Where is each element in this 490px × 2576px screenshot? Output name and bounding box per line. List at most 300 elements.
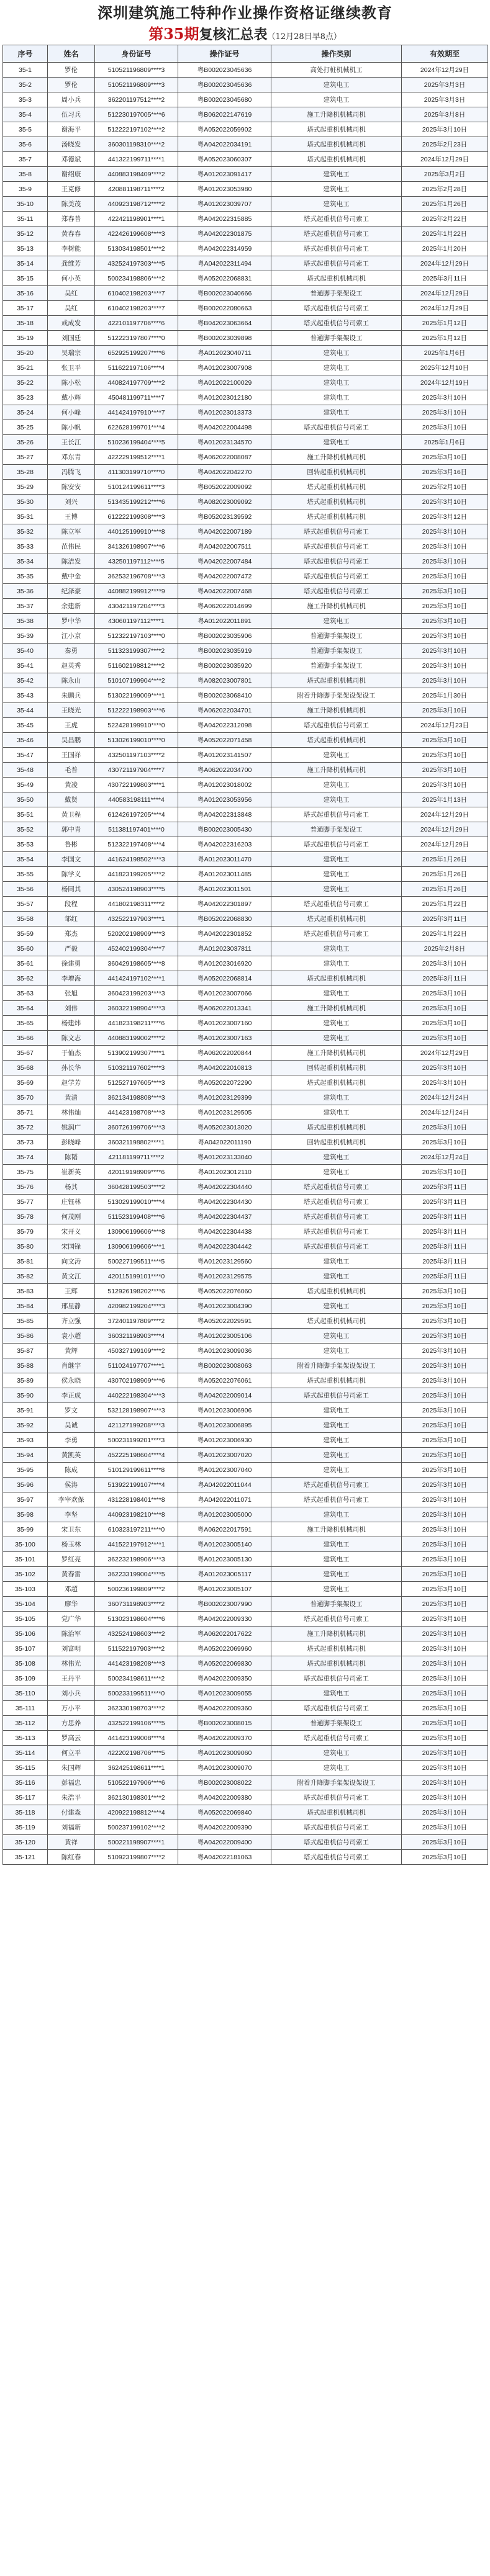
cell-category: 塔式起重机信号司索工 [271, 301, 402, 316]
cell-index: 35-65 [3, 1016, 48, 1031]
cell-category: 建筑电工 [271, 1329, 402, 1344]
table-row [3, 1492, 488, 1507]
col-header-cert: 操作证号 [178, 45, 271, 63]
cell-cert: 粤A042022004498 [178, 420, 271, 435]
table-row [3, 241, 488, 256]
cell-cert: 粤A042022034191 [178, 137, 271, 152]
cell-index: 35-84 [3, 1299, 48, 1314]
cell-category: 建筑电工 [271, 405, 402, 420]
cell-cert: 粤A062022034701 [178, 703, 271, 718]
table-row [3, 718, 488, 733]
cell-category: 普通脚手架架设工 [271, 644, 402, 658]
cell-expiry: 2025年1月30日 [402, 688, 488, 703]
cell-category: 塔式起重机信号司索工 [271, 1492, 402, 1507]
cell-cert: 粤A042022301897 [178, 897, 271, 912]
cell-id: 441423198208****3 [95, 1656, 178, 1671]
cell-expiry: 2025年3月10日 [402, 1075, 488, 1090]
cell-name: 李树能 [48, 241, 95, 256]
table-row [3, 78, 488, 92]
cell-index: 35-69 [3, 1075, 48, 1090]
cell-id: 513922199107****4 [95, 1478, 178, 1492]
cell-id: 430722199803****1 [95, 778, 178, 792]
cell-category: 塔式起重机信号司索工 [271, 1195, 402, 1209]
cell-category: 普通脚手架架设工 [271, 822, 402, 837]
cell-category: 建筑电工 [271, 1433, 402, 1448]
cell-name: 王辉 [48, 1284, 95, 1299]
cell-cert: 粤A012023009036 [178, 1344, 271, 1358]
cell-id: 441322199711****1 [95, 152, 178, 167]
cell-expiry: 2025年3月10日 [402, 703, 488, 718]
cell-expiry: 2025年3月10日 [402, 1522, 488, 1537]
cell-index: 35-98 [3, 1507, 48, 1522]
cell-id: 441802198311****2 [95, 897, 178, 912]
table-row [3, 1344, 488, 1358]
cell-name: 肖继宇 [48, 1358, 95, 1373]
cell-cert: 粤A042022312098 [178, 718, 271, 733]
cell-index: 35-70 [3, 1090, 48, 1105]
cell-name: 刘国廷 [48, 331, 95, 346]
cell-category: 建筑电工 [271, 1761, 402, 1775]
table-row [3, 1597, 488, 1612]
cell-name: 于仙杰 [48, 1046, 95, 1061]
cell-category: 塔式起重机机械司机 [271, 1075, 402, 1090]
cell-index: 35-48 [3, 763, 48, 778]
cell-cert: 粤A012023005140 [178, 1537, 271, 1552]
cell-category: 塔式起重机机械司机 [271, 1284, 402, 1299]
cell-name: 范伟民 [48, 539, 95, 554]
cell-cert: 粤A012023012180 [178, 390, 271, 405]
cell-id: 432522199106****5 [95, 1716, 178, 1731]
cell-index: 35-95 [3, 1463, 48, 1478]
cell-index: 35-20 [3, 346, 48, 361]
table-row [3, 1001, 488, 1016]
cell-name: 赵英秀 [48, 658, 95, 673]
cell-category: 建筑电工 [271, 882, 402, 897]
table-row [3, 792, 488, 807]
cell-name: 万小平 [48, 1701, 95, 1716]
cell-category: 塔式起重机机械司机 [271, 1120, 402, 1135]
cell-cert: 粤A052022029591 [178, 1314, 271, 1329]
cell-expiry: 2025年3月10日 [402, 1582, 488, 1597]
cell-id: 420982199204****3 [95, 1299, 178, 1314]
cell-cert: 粤A082023007801 [178, 673, 271, 688]
table-row [3, 1165, 488, 1180]
cell-id: 432524197303****5 [95, 256, 178, 271]
table-row [3, 1239, 488, 1254]
table-row [3, 1463, 488, 1478]
cell-index: 35-94 [3, 1448, 48, 1463]
cell-cert: 粤B062022147619 [178, 107, 271, 122]
cell-cert: 粤A012023005106 [178, 1329, 271, 1344]
cell-index: 35-111 [3, 1701, 48, 1716]
cell-name: 谢绍康 [48, 167, 95, 182]
cell-name: 党广华 [48, 1612, 95, 1627]
cell-category: 塔式起重机机械司机 [271, 1641, 402, 1656]
cell-cert: 粤A042022011190 [178, 1135, 271, 1150]
cell-index: 35-97 [3, 1492, 48, 1507]
cell-id: 421181199711****2 [95, 1150, 178, 1165]
cell-category: 塔式起重机信号司索工 [271, 1731, 402, 1746]
cell-index: 35-67 [3, 1046, 48, 1061]
cell-cert: 粤A042022304438 [178, 1224, 271, 1239]
cell-expiry: 2025年3月10日 [402, 1120, 488, 1135]
cell-index: 35-8 [3, 167, 48, 182]
table-row [3, 405, 488, 420]
cell-id: 422202198706****5 [95, 1746, 178, 1761]
cell-cert: 粤A012023005117 [178, 1567, 271, 1582]
cell-cert: 粤A062022013341 [178, 1001, 271, 1016]
cell-cert: 粤A052022068814 [178, 971, 271, 986]
table-row [3, 1507, 488, 1522]
cell-cert: 粤B002023035919 [178, 644, 271, 658]
cell-category: 建筑电工 [271, 435, 402, 450]
cell-index: 35-82 [3, 1269, 48, 1284]
cell-cert: 粤A012023007908 [178, 361, 271, 375]
cell-name: 冯腾飞 [48, 465, 95, 480]
cell-category: 塔式起重机信号司索工 [271, 539, 402, 554]
cell-cert: 粤A012023011470 [178, 852, 271, 867]
table-row [3, 182, 488, 197]
cell-category: 塔式起重机机械司机 [271, 971, 402, 986]
cell-category: 塔式起重机信号司索工 [271, 1239, 402, 1254]
cell-id: 513029199010****4 [95, 1195, 178, 1209]
table-row [3, 137, 488, 152]
cell-id: 441823199205****2 [95, 867, 178, 882]
cell-cert: 粤A042022007189 [178, 524, 271, 539]
cell-category: 塔式起重机信号司索工 [271, 227, 402, 241]
cell-category: 施工升降机机械司机 [271, 1046, 402, 1061]
cell-expiry: 2025年1月22日 [402, 897, 488, 912]
cell-name: 邢星静 [48, 1299, 95, 1314]
cell-index: 35-100 [3, 1537, 48, 1552]
table-row [3, 1805, 488, 1820]
cell-id: 440222198304****3 [95, 1388, 178, 1403]
cell-cert: 粤A042022007472 [178, 569, 271, 584]
cell-cert: 粤A012023009060 [178, 1746, 271, 1761]
cell-category: 塔式起重机信号司索工 [271, 927, 402, 941]
cell-index: 35-120 [3, 1835, 48, 1850]
cell-id: 511323199307****2 [95, 644, 178, 658]
cell-cert: 粤B052023139592 [178, 509, 271, 524]
cell-id: 450327199109****2 [95, 1344, 178, 1358]
cell-expiry: 2025年3月10日 [402, 569, 488, 584]
table-row [3, 1269, 488, 1284]
summary-table [2, 45, 488, 1865]
cell-expiry: 2025年3月10日 [402, 1492, 488, 1507]
table-row [3, 912, 488, 927]
table-row [3, 971, 488, 986]
cell-index: 35-21 [3, 361, 48, 375]
cell-name: 郑春普 [48, 212, 95, 227]
cell-id: 500231199201****3 [95, 1433, 178, 1448]
cell-name: 黄凌 [48, 778, 95, 792]
cell-cert: 粤A042022010813 [178, 1061, 271, 1075]
cell-index: 35-53 [3, 837, 48, 852]
cell-cert: 粤A012023005000 [178, 1507, 271, 1522]
table-row [3, 778, 488, 792]
cell-category: 塔式起重机信号司索工 [271, 1701, 402, 1716]
cell-name: 吴昌鹏 [48, 733, 95, 748]
cell-cert: 粤A012023007066 [178, 986, 271, 1001]
cell-cert: 粤A042022301852 [178, 927, 271, 941]
cell-id: 432501197103****2 [95, 748, 178, 763]
cell-name: 罗中华 [48, 614, 95, 629]
cell-expiry: 2024年12月19日 [402, 375, 488, 390]
cell-category: 建筑电工 [271, 1686, 402, 1701]
table-row [3, 1761, 488, 1775]
cell-cert: 粤A012023133040 [178, 1150, 271, 1165]
cell-name: 孙长华 [48, 1061, 95, 1075]
cell-cert: 粤A062022020844 [178, 1046, 271, 1061]
cell-cert: 粤A062022017622 [178, 1627, 271, 1641]
table-row [3, 1433, 488, 1448]
cell-expiry: 2025年3月10日 [402, 539, 488, 554]
cell-name: 陈小松 [48, 375, 95, 390]
cell-index: 35-34 [3, 554, 48, 569]
table-row [3, 152, 488, 167]
cell-id: 610323197211****0 [95, 1522, 178, 1537]
cell-id: 411303199710****0 [95, 465, 178, 480]
cell-name: 方思养 [48, 1716, 95, 1731]
table-row [3, 614, 488, 629]
cell-id: 511602198812****2 [95, 658, 178, 673]
cell-id: 532128198907****3 [95, 1403, 178, 1418]
cell-id: 450481199711****7 [95, 390, 178, 405]
table-row [3, 1567, 488, 1582]
table-row [3, 554, 488, 569]
cell-id: 430601197112****1 [95, 614, 178, 629]
cell-name: 邓东青 [48, 450, 95, 465]
cell-index: 35-14 [3, 256, 48, 271]
cell-name: 罗伦 [48, 78, 95, 92]
cell-category: 塔式起重机机械司机 [271, 152, 402, 167]
cell-name: 罗伦 [48, 63, 95, 78]
cell-expiry: 2024年12月24日 [402, 1150, 488, 1165]
table-row [3, 212, 488, 227]
table-row [3, 1329, 488, 1344]
cell-category: 塔式起重机信号司索工 [271, 718, 402, 733]
table-row [3, 1180, 488, 1195]
cell-expiry: 2025年3月10日 [402, 1284, 488, 1299]
cell-index: 35-35 [3, 569, 48, 584]
cell-expiry: 2025年3月10日 [402, 1016, 488, 1031]
cell-expiry: 2025年3月10日 [402, 1552, 488, 1567]
cell-index: 35-29 [3, 480, 48, 495]
cell-expiry: 2025年3月10日 [402, 405, 488, 420]
table-row [3, 1731, 488, 1746]
cell-id: 441823198211****6 [95, 1016, 178, 1031]
cell-expiry: 2024年12月29日 [402, 1046, 488, 1061]
cell-index: 35-78 [3, 1209, 48, 1224]
cell-index: 35-118 [3, 1805, 48, 1820]
cell-name: 李坚 [48, 1507, 95, 1522]
cell-id: 512926198202****6 [95, 1284, 178, 1299]
cell-category: 附着升降脚手架架设架设工 [271, 1358, 402, 1373]
cell-expiry: 2025年3月10日 [402, 1388, 488, 1403]
subtitle-main: 复核汇总表 [199, 27, 268, 43]
cell-index: 35-109 [3, 1671, 48, 1686]
cell-index: 35-73 [3, 1135, 48, 1150]
table-row [3, 361, 488, 375]
cell-expiry: 2025年3月10日 [402, 629, 488, 644]
cell-cert: 粤A042022011071 [178, 1492, 271, 1507]
cell-cert: 粤B042023063664 [178, 316, 271, 331]
table-row [3, 1552, 488, 1567]
table-row [3, 1284, 488, 1299]
cell-expiry: 2025年3月10日 [402, 673, 488, 688]
cell-category: 建筑电工 [271, 1254, 402, 1269]
cell-id: 440883199002****2 [95, 1031, 178, 1046]
cell-cert: 粤B002023040666 [178, 286, 271, 301]
cell-id: 432524198603****2 [95, 1627, 178, 1641]
col-header-id: 身份证号 [95, 45, 178, 63]
cell-category: 塔式起重机信号司索工 [271, 420, 402, 435]
cell-expiry: 2025年3月10日 [402, 524, 488, 539]
cell-category: 建筑电工 [271, 1746, 402, 1761]
cell-index: 35-81 [3, 1254, 48, 1269]
cell-id: 510321197602****3 [95, 1061, 178, 1075]
cell-category: 建筑电工 [271, 182, 402, 197]
cell-index: 35-91 [3, 1403, 48, 1418]
cell-name: 龚维芳 [48, 256, 95, 271]
cell-expiry: 2025年3月10日 [402, 584, 488, 599]
cell-expiry: 2025年3月10日 [402, 1835, 488, 1850]
cell-cert: 粤A012023018002 [178, 778, 271, 792]
cell-cert: 粤A012023040711 [178, 346, 271, 361]
cell-name: 陈小帆 [48, 420, 95, 435]
cell-expiry: 2025年1月13日 [402, 792, 488, 807]
cell-index: 35-15 [3, 271, 48, 286]
table-row [3, 271, 488, 286]
cell-category: 塔式起重机信号司索工 [271, 316, 402, 331]
cell-index: 35-9 [3, 182, 48, 197]
cell-name: 谢海平 [48, 122, 95, 137]
cell-category: 建筑电工 [271, 197, 402, 212]
cell-expiry: 2024年12月29日 [402, 301, 488, 316]
cell-name: 林伟光 [48, 1656, 95, 1671]
cell-id: 452402199304****7 [95, 941, 178, 956]
cell-name: 罗红亮 [48, 1552, 95, 1567]
cell-name: 彭晓峰 [48, 1135, 95, 1150]
cell-index: 35-58 [3, 912, 48, 927]
cell-category: 施工升降机机械司机 [271, 1627, 402, 1641]
table-row [3, 599, 488, 614]
cell-index: 35-83 [3, 1284, 48, 1299]
cell-expiry: 2025年3月10日 [402, 763, 488, 778]
cell-id: 511622197106****4 [95, 361, 178, 375]
cell-index: 35-50 [3, 792, 48, 807]
cell-index: 35-79 [3, 1224, 48, 1239]
cell-category: 施工升降机机械司机 [271, 763, 402, 778]
cell-name: 黄祥 [48, 1835, 95, 1850]
cell-id: 513023198604****6 [95, 1612, 178, 1627]
cell-id: 441424197910****7 [95, 405, 178, 420]
cell-index: 35-80 [3, 1239, 48, 1254]
cell-index: 35-32 [3, 524, 48, 539]
cell-name: 戴中金 [48, 569, 95, 584]
cell-index: 35-43 [3, 688, 48, 703]
cell-name: 陈立军 [48, 524, 95, 539]
cell-cert: 粤A052022069840 [178, 1805, 271, 1820]
cell-category: 塔式起重机机械司机 [271, 495, 402, 509]
cell-id: 421127199208****3 [95, 1418, 178, 1433]
cell-cert: 粤B002023068410 [178, 688, 271, 703]
cell-cert: 粤B002023008022 [178, 1775, 271, 1790]
cell-name: 李国文 [48, 852, 95, 867]
cell-cert: 粤A052023060307 [178, 152, 271, 167]
cell-cert: 粤A042022311494 [178, 256, 271, 271]
cell-category: 塔式起重机信号司索工 [271, 1850, 402, 1865]
table-row [3, 1478, 488, 1492]
cell-expiry: 2025年3月10日 [402, 748, 488, 763]
table-row [3, 733, 488, 748]
cell-name: 黄清 [48, 1090, 95, 1105]
table-row [3, 807, 488, 822]
cell-category: 建筑电工 [271, 167, 402, 182]
cell-expiry: 2025年3月10日 [402, 644, 488, 658]
cell-index: 35-121 [3, 1850, 48, 1865]
cell-id: 513435199212****6 [95, 495, 178, 509]
cell-cert: 粤A052022069830 [178, 1656, 271, 1671]
table-row [3, 569, 488, 584]
cell-category: 施工升降机机械司机 [271, 1001, 402, 1016]
cell-id: 362134198808****3 [95, 1090, 178, 1105]
cell-index: 35-16 [3, 286, 48, 301]
cell-index: 35-61 [3, 956, 48, 971]
cell-id: 362330198703****2 [95, 1701, 178, 1716]
cell-id: 510236199404****5 [95, 435, 178, 450]
cell-expiry: 2025年3月10日 [402, 1507, 488, 1522]
cell-name: 黄卫程 [48, 807, 95, 822]
cell-name: 侯永晓 [48, 1373, 95, 1388]
cell-expiry: 2025年3月10日 [402, 1165, 488, 1180]
cell-name: 李宰欢保 [48, 1492, 95, 1507]
cell-id: 431228198401****8 [95, 1492, 178, 1507]
cell-cert: 粤A012023011501 [178, 882, 271, 897]
table-row [3, 1418, 488, 1433]
table-row [3, 1537, 488, 1552]
cell-name: 余建新 [48, 599, 95, 614]
cell-expiry: 2025年3月10日 [402, 1314, 488, 1329]
cell-cert: 粤A042022301875 [178, 227, 271, 241]
cell-id: 510107199904****2 [95, 673, 178, 688]
cell-expiry: 2025年2月28日 [402, 182, 488, 197]
col-header-expiry: 有效期至 [402, 45, 488, 63]
cell-category: 建筑电工 [271, 1090, 402, 1105]
cell-index: 35-47 [3, 748, 48, 763]
table-row [3, 852, 488, 867]
table-row [3, 539, 488, 554]
cell-expiry: 2024年12月29日 [402, 837, 488, 852]
cell-id: 512230197005****6 [95, 107, 178, 122]
subtitle-note: （12月28日早8点） [267, 32, 342, 42]
cell-cert: 粤A012023091417 [178, 167, 271, 182]
cell-cert: 粤A012023007160 [178, 1016, 271, 1031]
cell-cert: 粤A012023005107 [178, 1582, 271, 1597]
cell-expiry: 2025年3月10日 [402, 1031, 488, 1046]
cell-id: 432501197112****5 [95, 554, 178, 569]
cell-id: 432522197903****1 [95, 912, 178, 927]
cell-category: 普通脚手架架设工 [271, 629, 402, 644]
cell-id: 422101197706****6 [95, 316, 178, 331]
cell-category: 建筑电工 [271, 1269, 402, 1284]
cell-id: 430702198909****6 [95, 1373, 178, 1388]
cell-id: 441423198708****3 [95, 1105, 178, 1120]
cell-cert: 粤A042022314959 [178, 241, 271, 256]
cell-category: 塔式起重机信号司索工 [271, 1388, 402, 1403]
cell-category: 塔式起重机机械司机 [271, 480, 402, 495]
cell-category: 塔式起重机机械司机 [271, 1656, 402, 1671]
